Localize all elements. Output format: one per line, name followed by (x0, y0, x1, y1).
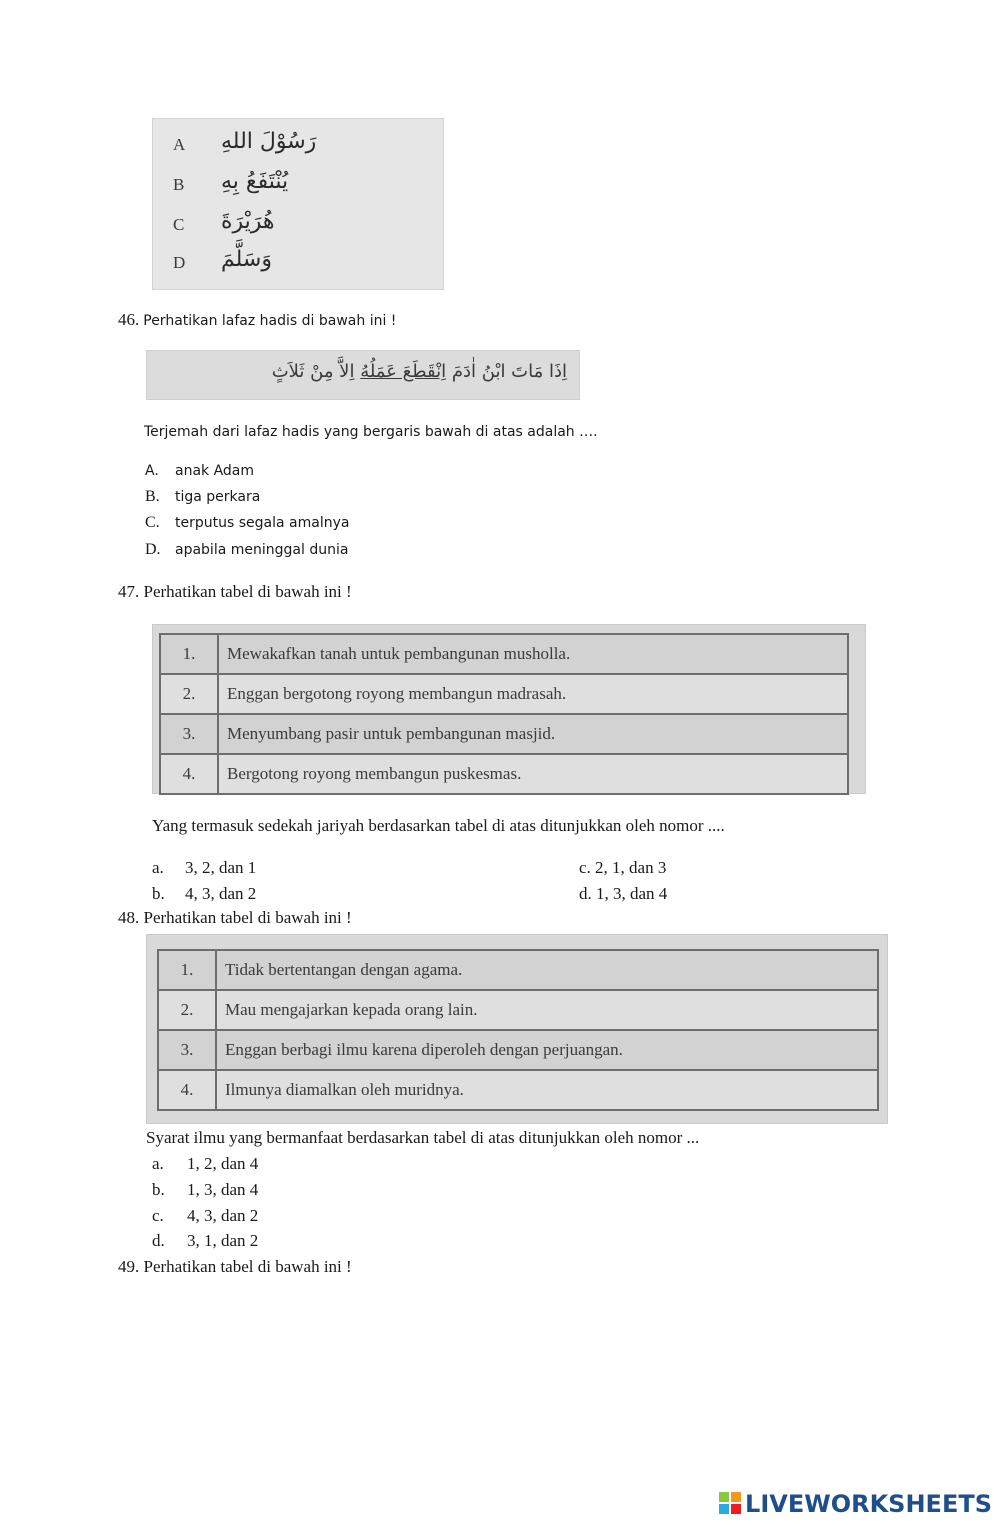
option-letter: c. (579, 858, 591, 877)
hadith-image (146, 350, 580, 400)
question-48-text: Syarat ilmu yang bermanfaat berdasarkan tabel di atas ditunjukkan oleh nomor ... (146, 1128, 700, 1147)
option-letter: C (173, 215, 185, 234)
hadith-text (272, 361, 567, 382)
question-48-header (118, 908, 352, 928)
option-text: tiga perkara (175, 489, 261, 505)
option-letter: D. (145, 541, 161, 558)
arabic-option-b (153, 169, 443, 207)
row-text: Tidak bertentangan dengan agama. (216, 950, 878, 990)
option-letter: b. (152, 884, 165, 903)
q47-option-d[interactable] (579, 884, 667, 904)
table-row (160, 714, 848, 754)
q48-table (157, 949, 879, 1111)
row-number: 1. (158, 950, 216, 990)
option-text: 2, 1, dan 3 (595, 858, 667, 877)
table-row (160, 674, 848, 714)
option-letter: c. (152, 1206, 164, 1225)
option-letter: a. (152, 858, 164, 877)
arabic-text: هُرَيْرَةَ (221, 209, 275, 234)
question-47-header (118, 582, 352, 602)
question-prompt: Perhatikan lafaz hadis di bawah ini ! (143, 313, 397, 329)
question-number: 47. (118, 582, 140, 601)
option-text: 1, 3, dan 4 (596, 884, 668, 903)
option-text: anak Adam (175, 463, 255, 479)
option-text: 3, 2, dan 1 (185, 858, 257, 877)
arabic-text: وَسَلَّمَ (221, 247, 272, 272)
row-number: 3. (158, 1030, 216, 1070)
question-prompt: Perhatikan tabel di bawah ini ! (143, 582, 352, 601)
option-letter: B (173, 175, 185, 194)
question-47-text: Yang termasuk sedekah jariyah berdasarkan tabel di atas ditunjukkan oleh nomor .... (152, 816, 725, 835)
option-letter: A. (145, 463, 159, 479)
q46-option-b[interactable] (145, 488, 260, 506)
brand-name: LIVEWORKSHEETS (745, 1490, 992, 1518)
arabic-text: يُنْتَفَعُ بِهِ (221, 169, 289, 194)
q48-option-b[interactable] (152, 1180, 258, 1200)
q48-option-c[interactable] (152, 1206, 258, 1226)
option-text: 4, 3, dan 2 (187, 1206, 259, 1225)
q46-option-c[interactable] (145, 514, 349, 532)
q47-table-image (152, 624, 866, 794)
row-number: 1. (160, 634, 218, 674)
option-text: 3, 1, dan 2 (187, 1231, 259, 1250)
row-text: Bergotong royong membangun puskesmas. (218, 754, 848, 794)
table-row (158, 1030, 878, 1070)
option-letter: d. (152, 1231, 165, 1250)
arabic-option-c (153, 209, 443, 247)
arabic-option-d (153, 247, 443, 285)
row-number: 2. (160, 674, 218, 714)
row-text: Enggan bergotong royong membangun madrasah. (218, 674, 848, 714)
row-number: 2. (158, 990, 216, 1030)
row-text: Ilmunya diamalkan oleh muridnya. (216, 1070, 878, 1110)
option-text: terputus segala amalnya (175, 515, 350, 531)
arabic-text: رَسُوْلَ اللهِ (221, 129, 317, 154)
q47-option-b[interactable] (152, 884, 256, 904)
option-text: 4, 3, dan 2 (185, 884, 257, 903)
question-prompt: Perhatikan tabel di bawah ini ! (143, 1257, 352, 1276)
q48-table-image (146, 934, 888, 1124)
q47-option-c[interactable] (579, 858, 666, 878)
option-letter: a. (152, 1154, 164, 1173)
q46-option-a[interactable] (145, 462, 254, 480)
question-number: 49. (118, 1257, 140, 1276)
row-text: Enggan berbagi ilmu karena diperoleh dengan perjuangan. (216, 1030, 878, 1070)
option-letter: d. (579, 884, 592, 903)
liveworksheets-brand[interactable] (719, 1491, 992, 1517)
option-letter: B. (145, 488, 160, 505)
row-number: 3. (160, 714, 218, 754)
q48-option-d[interactable] (152, 1231, 258, 1251)
row-text: Mewakafkan tanah untuk pembangunan musholla. (218, 634, 848, 674)
option-text: 1, 3, dan 4 (187, 1180, 259, 1199)
row-number: 4. (158, 1070, 216, 1110)
table-row (158, 950, 878, 990)
table-row (158, 1070, 878, 1110)
question-46-header (118, 310, 396, 330)
q47-table (159, 633, 849, 795)
q46-option-d[interactable] (145, 541, 348, 559)
arabic-options-image (152, 118, 444, 290)
option-letter: C. (145, 514, 160, 531)
option-letter: A (173, 135, 186, 154)
q48-option-a[interactable] (152, 1154, 258, 1174)
table-row (158, 990, 878, 1030)
row-text: Menyumbang pasir untuk pembangunan masjid. (218, 714, 848, 754)
q47-option-a[interactable] (152, 858, 256, 878)
row-number: 4. (160, 754, 218, 794)
question-number: 48. (118, 908, 140, 927)
option-text: apabila meninggal dunia (175, 542, 349, 558)
question-prompt: Perhatikan tabel di bawah ini ! (143, 908, 352, 927)
row-text: Mau mengajarkan kepada orang lain. (216, 990, 878, 1030)
option-text: 1, 2, dan 4 (187, 1154, 259, 1173)
table-row (160, 754, 848, 794)
liveworksheets-logo-icon (719, 1492, 743, 1516)
question-49-header (118, 1257, 352, 1277)
hadith-part: اِذَا مَاتَ ابْنُ اٰدَمَ (446, 361, 567, 382)
option-letter: D (173, 253, 186, 272)
arabic-option-a (153, 129, 443, 167)
question-46-text: Terjemah dari lafaz hadis yang bergaris bawah di atas adalah …. (144, 424, 598, 440)
hadith-underlined-part: اِنْقَطَعَ عَمَلُهُ (360, 361, 447, 382)
question-number: 46. (118, 310, 140, 329)
table-row (160, 634, 848, 674)
hadith-part: اِلاَّ مِنْ ثَلاَثٍ (271, 361, 361, 382)
option-letter: b. (152, 1180, 165, 1199)
